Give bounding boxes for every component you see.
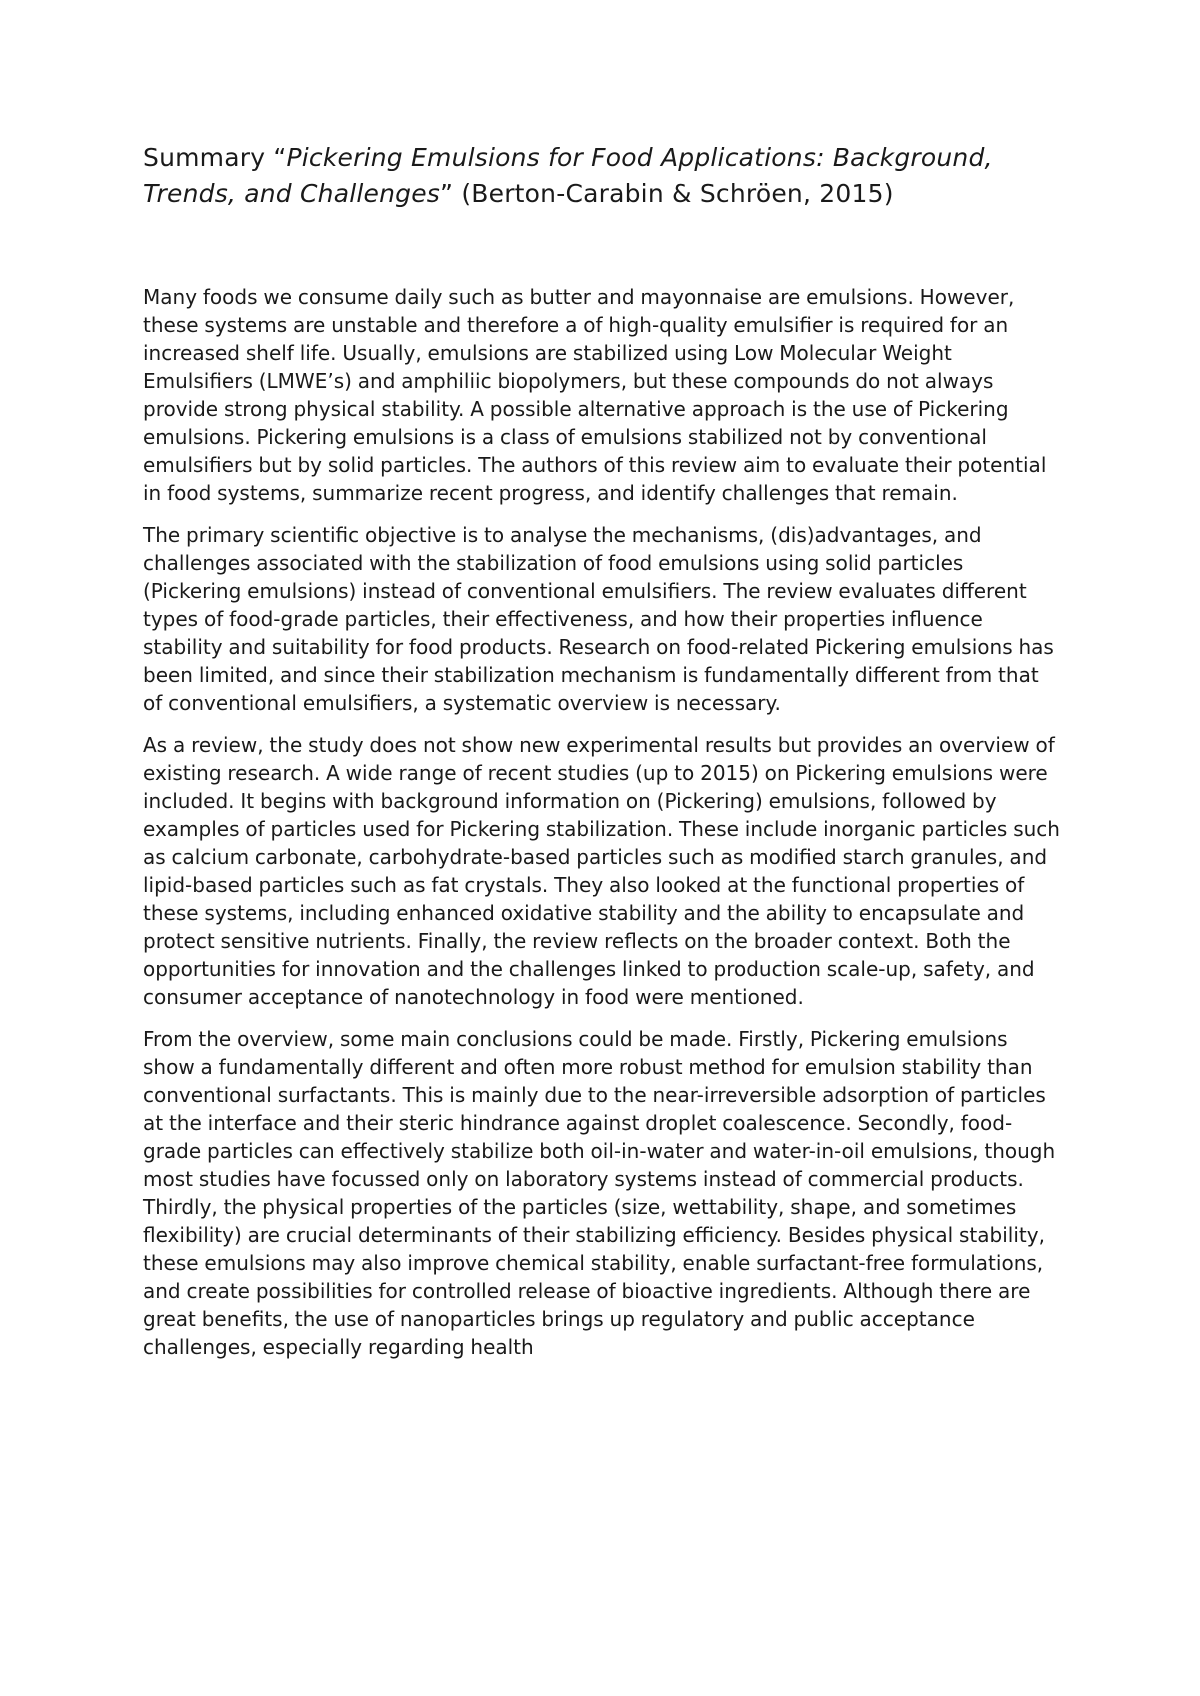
title-italic-paper-name: Pickering Emulsions for Food Applications: Background, Trends, and Challenges [143,143,993,208]
paragraph-conclusions: From the overview, some main conclusions could be made. Firstly, Pickering emulsions show a fundamentally different and often more robust method for emulsion stability than conventional surfactants. This is mainly due to the near-irreversible adsorption of particles at the interface and their steric hindrance against droplet coalescence. Secondly, food-grade particles can effectively stabilize both oil-in-water and water-in-oil emulsions, though most studies have focussed only on laboratory systems instead of commercial products. Thirdly, the physical properties of the particles (size, wettability, shape, and sometimes flexibility) are crucial determinants of their stabilizing efficiency. Besides physical stability, these emulsions may also improve chemical stability, enable surfactant-free formulations, and create possibilities for controlled release of bioactive ingredients. Although there are great benefits, the use of nanoparticles brings up regulatory and public acceptance challenges, especially regarding health [143,1027,1056,1359]
title-prefix: Summary “ [143,143,287,172]
paragraph-objective: The primary scientific objective is to analyse the mechanisms, (dis)advantages, and challenges associated with the stabilization of food emulsions using solid particles (Pickering emulsions) instead of conventional emulsifiers. The review evaluates different types of food-grade particles, their effectiveness, and how their properties influence stability and suitability for food products. Research on food-related Pickering emulsions has been limited, and since their stabilization mechanism is fundamentally different from that of conventional emulsifiers, a systematic overview is necessary. [143,523,1054,715]
document-title [143,140,1060,212]
paragraph-methods: As a review, the study does not show new experimental results but provides an overview of existing research. A wide range of recent studies (up to 2015) on Pickering emulsions were included. It begins with background information on (Pickering) emulsions, followed by examples of particles used for Pickering stabilization. These include inorganic particles such as calcium carbonate, carbohydrate-based particles such as modified starch granules, and lipid-based particles such as fat crystals. They also looked at the functional properties of these systems, including enhanced oxidative stability and the ability to encapsulate and protect sensitive nutrients. Finally, the review reflects on the broader context. Both the opportunities for innovation and the challenges linked to production scale-up, safety, and consumer acceptance of nanotechnology in food were mentioned. [143,733,1060,1009]
paragraph-introduction: Many foods we consume daily such as butter and mayonnaise are emulsions. However, these systems are unstable and therefore a of high-quality emulsifier is required for an increased shelf life. Usually, emulsions are stabilized using Low Molecular Weight Emulsifiers (LMWE’s) and amphiliic biopolymers, but these compounds do not always provide strong physical stability. A possible alternative approach is the use of Pickering emulsions. Pickering emulsions is a class of emulsions stabilized not by conventional emulsifiers but by solid particles. The authors of this review aim to evaluate their potential in food systems, summarize recent progress, and identify challenges that remain. [143,285,1047,505]
title-suffix-citation: ” (Berton-Carabin & Schröen, 2015) [440,179,894,208]
document-body [143,283,1060,1361]
